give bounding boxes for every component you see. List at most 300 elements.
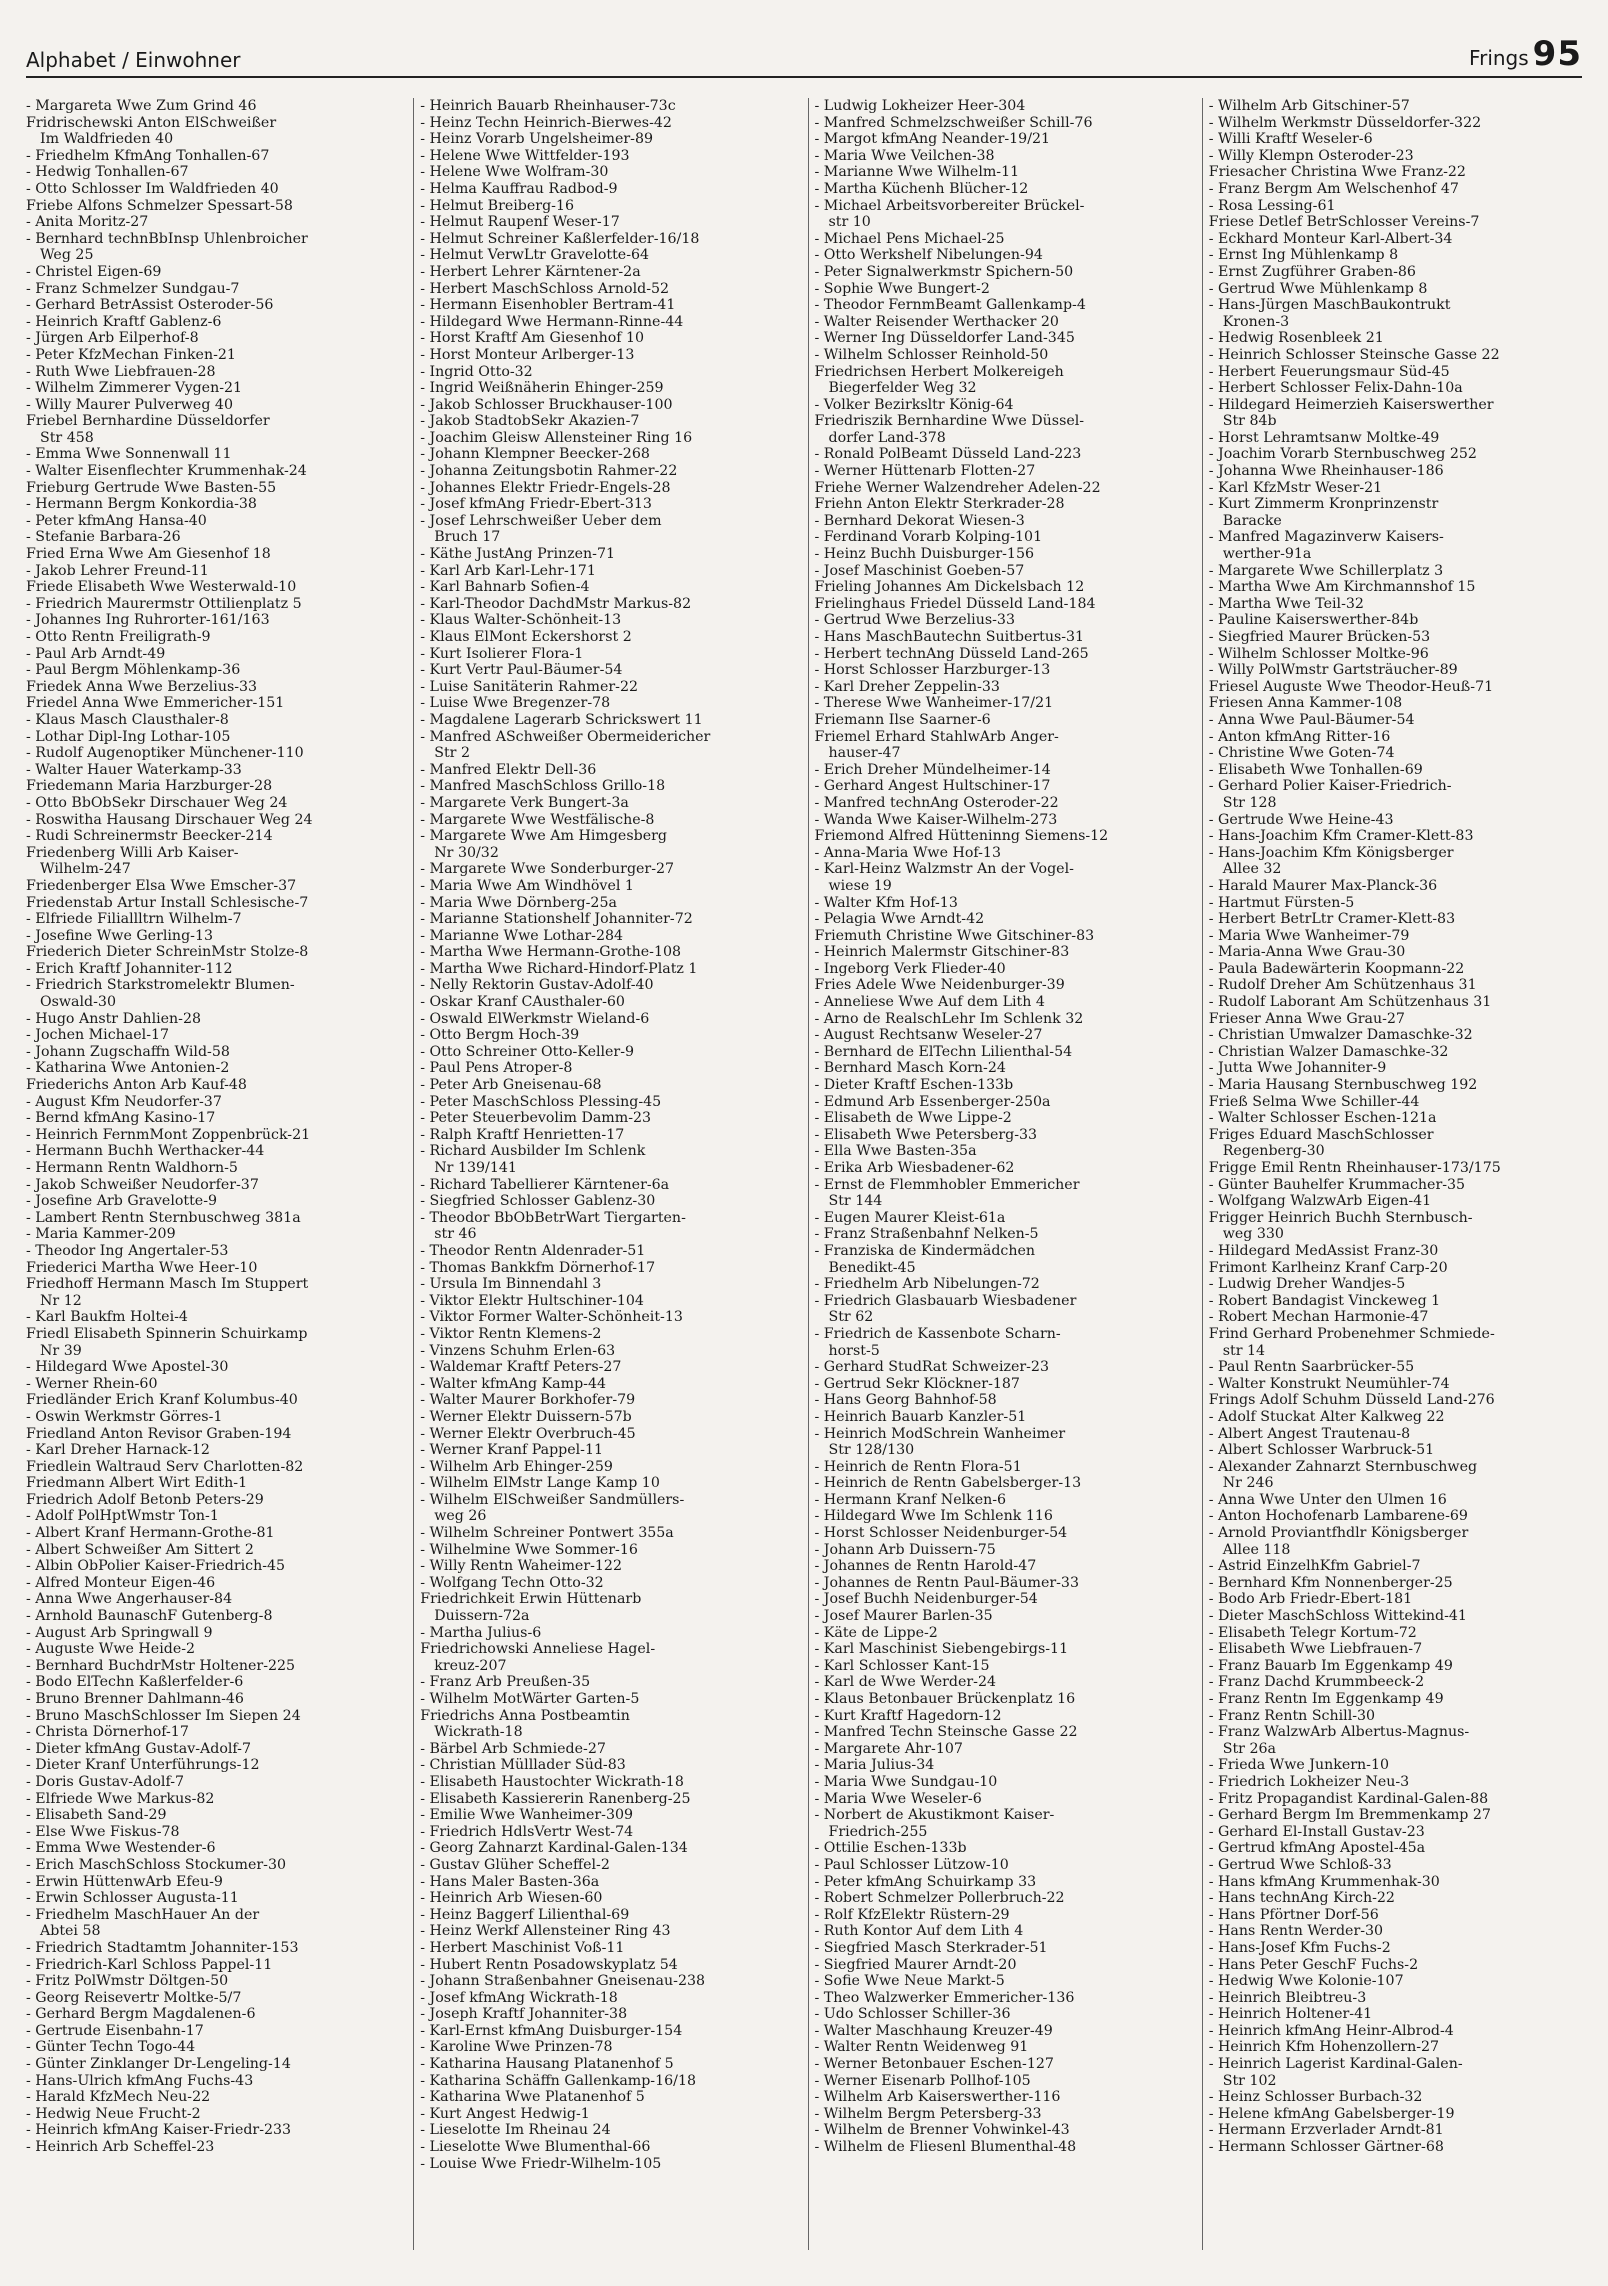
directory-entry: Friedenberger Elsa Wwe Emscher-37 <box>26 877 297 894</box>
directory-entry: - Walter Maschhaung Kreuzer-49 <box>814 2022 1053 2039</box>
directory-entry: - Maria Wwe Am Windhövel 1 <box>420 877 634 894</box>
directory-entry: - Albert Schweißer Am Sittert 2 <box>26 1541 254 1558</box>
directory-entry: - Marianne Wwe Wilhelm-11 <box>814 164 1020 181</box>
directory-entry: Frigge Emil Rentn Rheinhauser-173/175 <box>1208 1160 1501 1176</box>
directory-entry: - Willy PolWmstr Gartsträucher-89 <box>1208 662 1458 679</box>
directory-entry: - Bruno Brenner Dahlmann-46 <box>26 1691 244 1707</box>
directory-entry: - Erich Kraftf Johanniter-112 <box>26 960 233 977</box>
directory-entry: - Louise Wwe Friedr-Wilhelm-105 <box>420 2155 662 2172</box>
directory-entry: - Herbert Maschinist Voß-11 <box>420 1939 625 1956</box>
directory-entry: Friederich Dieter SchreinMstr Stolze-8 <box>26 944 309 961</box>
directory-entry: - Heinrich de Rentn Gabelsberger-13 <box>814 1475 1082 1492</box>
directory-entry: - Erich Dreher Mündelheimer-14 <box>814 761 1051 778</box>
directory-entry: - Franz Arb Preußen-35 <box>420 1674 591 1691</box>
directory-entry: - Else Wwe Fiskus-78 <box>26 1823 180 1840</box>
directory-entry: - Käte de Lippe-2 <box>814 1624 938 1641</box>
directory-entry: - Georg Zahnarzt Kardinal-Galen-134 <box>420 1840 688 1857</box>
directory-entry: - Friedrich Lokheizer Neu-3 <box>1208 1773 1410 1790</box>
directory-entry: - Werner Elektr Overbruch-45 <box>420 1425 636 1442</box>
directory-entry: - Werner Ing Düsseldorfer Land-345 <box>814 330 1075 347</box>
directory-entry: - Wilhelmine Wwe Sommer-16 <box>420 1541 638 1558</box>
directory-entry: - Kurt Kraftf Hagedorn-12 <box>814 1707 1002 1724</box>
directory-entry: Frieser Anna Wwe Grau-27 <box>1208 1010 1405 1027</box>
directory-entry: - Ralph Kraftf Henrietten-17 <box>420 1126 625 1143</box>
directory-entry: - Vinzens Schuhm Erlen-63 <box>420 1342 616 1359</box>
directory-entry: - Gertrud kfmAng Apostel-45a <box>1208 1840 1426 1857</box>
directory-entry: - Willi Kraftf Weseler-6 <box>1208 131 1373 148</box>
directory-entry: - Heinrich Malermstr Gitschiner-83 <box>814 944 1070 961</box>
directory-entry: - Wilhelm de Fliesenl Blumenthal-48 <box>814 2139 1077 2156</box>
directory-entry: - Hans Rentn Werder-30 <box>1208 1923 1384 1940</box>
directory-entry: - Joachim Vorarb Sternbuschweg 252 <box>1208 446 1477 463</box>
directory-entry: - Karl Arb Karl-Lehr-171 <box>420 562 596 579</box>
directory-entry: - Josef kfmAng Friedr-Ebert-313 <box>420 496 652 513</box>
directory-entry: - Anton Hochofenarb Lambarene-69 <box>1208 1508 1468 1525</box>
directory-entry: - Ernst de Flemmhobler Emmericher Str 144 <box>814 1176 1080 1210</box>
directory-entry: - Karl Baukfm Holtei-4 <box>26 1309 188 1326</box>
directory-entry: Friedrichsen Herbert Molkereigeh Biegerfelder Weg 32 <box>814 363 1064 397</box>
directory-entry: - Friedrich Stadtamtm Johanniter-153 <box>26 1939 299 1956</box>
directory-entry: - Christa Dörnerhof-17 <box>26 1724 189 1741</box>
directory-entry: - Kurt Vertr Paul-Bäumer-54 <box>420 662 623 679</box>
directory-entry: - Josef Maschinist Goeben-57 <box>814 562 1025 579</box>
directory-entry: - Wilhelm Schreiner Pontwert 355a <box>420 1525 674 1542</box>
directory-entry: - Hartmut Fürsten-5 <box>1208 894 1355 911</box>
directory-entry: - Klaus Betonbauer Brückenplatz 16 <box>814 1691 1076 1707</box>
directory-entry: - Johannes de Rentn Harold-47 <box>814 1558 1037 1575</box>
directory-entry: - Johanna Wwe Rheinhauser-186 <box>1208 463 1444 480</box>
directory-entry: - Elisabeth de Wwe Lippe-2 <box>814 1110 1012 1127</box>
directory-entry: - Maria Hausang Sternbuschweg 192 <box>1208 1077 1478 1094</box>
directory-entry: - Margot kfmAng Neander-19/21 <box>814 131 1051 148</box>
directory-entry: - Elfriede Wwe Markus-82 <box>26 1790 215 1807</box>
directory-entry: Friges Eduard MaschSchlosser Regenberg-30 <box>1208 1126 1434 1160</box>
directory-entry: Friese Detlef BetrSchlosser Vereins-7 <box>1208 214 1480 231</box>
directory-entry: - Margarete Wwe Schillerplatz 3 <box>1208 562 1444 579</box>
directory-entry: - Margareta Wwe Zum Grind 46 <box>26 98 257 114</box>
directory-entry: Friemann Ilse Saarner-6 <box>814 711 991 728</box>
directory-entry: - Emma Wwe Sonnenwall 11 <box>26 446 232 463</box>
directory-entry: - Gerhard Angest Hultschiner-17 <box>814 778 1051 795</box>
directory-entry: - Hildegard Heimerzieh Kaiserswerther Str 84b <box>1208 396 1494 430</box>
directory-entry: - Otto Schreiner Otto-Keller-9 <box>420 1043 635 1060</box>
directory-entry: - Karl Maschinist Siebengebirgs-11 <box>814 1641 1069 1658</box>
directory-entry: - Elisabeth Sand-29 <box>26 1807 167 1824</box>
directory-entry: - Elisabeth Wwe Petersberg-33 <box>814 1126 1038 1143</box>
directory-entry: - Wilhelm ElMstr Lange Kamp 10 <box>420 1475 660 1492</box>
directory-entry: - Bernhard Masch Korn-24 <box>814 1060 1006 1077</box>
directory-entry: Frieling Johannes Am Dickelsbach 12 <box>814 579 1085 596</box>
directory-entry: - Gertrude Eisenbahn-17 <box>26 2022 204 2039</box>
directory-entry: - Johanna Zeitungsbotin Rahmer-22 <box>420 463 678 480</box>
directory-entry: - Elisabeth Kassiererin Ranenberg-25 <box>420 1790 691 1807</box>
column-1 <box>26 98 399 2250</box>
directory-entry: - Ruth Kontor Auf dem Lith 4 <box>814 1923 1024 1940</box>
directory-entry: - Ingrid Otto-32 <box>420 363 533 380</box>
directory-entry: - Hermann Kranf Nelken-6 <box>814 1491 1007 1508</box>
directory-entry: - Friedrich HdlsVertr West-74 <box>420 1823 634 1840</box>
directory-entry: Frind Gerhard Probenehmer Schmiede- str 14 <box>1208 1325 1495 1359</box>
directory-entry: - Kurt Isolierer Flora-1 <box>420 645 584 662</box>
directory-entry: - Erich MaschSchloss Stockumer-30 <box>26 1856 286 1873</box>
directory-entry: - Franz Bergm Am Welschenhof 47 <box>1208 180 1459 197</box>
directory-entry: - Bärbel Arb Schmiede-27 <box>420 1740 606 1757</box>
directory-entry: - Horst Schlosser Harzburger-13 <box>814 662 1051 679</box>
directory-entry: - Günter Zinklanger Dr-Lengeling-14 <box>26 2056 291 2073</box>
directory-entry: Friedhoff Hermann Masch Im Stuppert Nr 12 <box>26 1276 309 1309</box>
directory-entry: - Heinz Baggerf Lilienthal-69 <box>420 1906 630 1923</box>
directory-entry: - Dieter Kranf Unterführungs-12 <box>26 1757 260 1774</box>
directory-entry: - Theodor Rentn Aldenrader-51 <box>420 1242 646 1259</box>
directory-entry: - Bernd kfmAng Kasino-17 <box>26 1110 216 1127</box>
directory-entry: - Friedrich Maurermstr Ottilienplatz 5 <box>26 595 302 612</box>
directory-entry: - Christine Wwe Goten-74 <box>1208 745 1395 762</box>
directory-entry: - Günter Bauhelfer Krummacher-35 <box>1208 1176 1466 1193</box>
directory-entry: - Ruth Wwe Liebfrauen-28 <box>26 363 216 380</box>
directory-entry: - Udo Schlosser Schiller-36 <box>814 2006 1011 2023</box>
directory-entry: - August Arb Springwall 9 <box>26 1624 213 1641</box>
directory-entry: - Hermann Buchh Werthacker-44 <box>26 1143 265 1160</box>
directory-entry: - Karl-Heinz Walzmstr An der Vogel- wiese 19 <box>814 861 1074 894</box>
directory-entry: - Hans Peter GeschF Fuchs-2 <box>1208 1956 1419 1973</box>
directory-entry: - Anna Wwe Paul-Bäumer-54 <box>1208 711 1415 728</box>
directory-entry: - Klaus Walter-Schönheit-13 <box>420 612 622 629</box>
directory-entry: - Nelly Rektorin Gustav-Adolf-40 <box>420 977 654 994</box>
directory-entry: Friedländer Erich Kranf Kolumbus-40 <box>26 1392 298 1409</box>
directory-entry: Friedlein Waltraud Serv Charlotten-82 <box>26 1458 304 1475</box>
directory-entry: - August Rechtsanw Weseler-27 <box>814 1027 1043 1044</box>
directory-entry: Friedrichs Anna Postbeamtin Wickrath-18 <box>420 1707 630 1741</box>
directory-entry: Friedriszik Bernhardine Wwe Düssel- dorfer Land-378 <box>814 413 1085 446</box>
directory-entry: - Heinrich Arb Wiesen-60 <box>420 1890 603 1907</box>
directory-entry: - Maria Wwe Wanheimer-79 <box>1208 927 1410 944</box>
directory-entry: - Paul Arb Arndt-49 <box>26 645 166 662</box>
directory-entry: - Albin ObPolier Kaiser-Friedrich-45 <box>26 1558 286 1575</box>
directory-entry: - Franziska de Kindermädchen Benedikt-45 <box>814 1242 1036 1276</box>
directory-entry: - Otto BbObSekr Dirschauer Weg 24 <box>26 794 288 811</box>
directory-entry: - Edmund Arb Essenberger-250a <box>814 1093 1051 1110</box>
directory-entry: - Ernst Ing Mühlenkamp 8 <box>1208 247 1399 264</box>
directory-entry: - Katharina Hausang Platanenhof 5 <box>420 2056 674 2073</box>
directory-entry: Friesen Anna Kammer-108 <box>1208 695 1403 712</box>
directory-entry: - Gerhard Polier Kaiser-Friedrich- Str 128 <box>1208 778 1452 811</box>
directory-entry: - Otto Schlosser Im Waldfrieden 40 <box>26 180 279 197</box>
directory-entry: - Heinz Schlosser Burbach-32 <box>1208 2089 1423 2106</box>
directory-entry: - Paul Rentn Saarbrücker-55 <box>1208 1359 1415 1376</box>
directory-entry: Friedmann Albert Wirt Edith-1 <box>26 1475 248 1492</box>
directory-entry: - Helene Wwe Wittfelder-193 <box>420 147 630 164</box>
directory-entry: - Marianne Wwe Lothar-284 <box>420 927 624 944</box>
directory-entry: - Viktor Elektr Hultschiner-104 <box>420 1292 644 1309</box>
directory-entry: Friedrichowski Anneliese Hagel- kreuz-207 <box>420 1641 656 1674</box>
directory-entry: - Bernhard BuchdrMstr Holtener-225 <box>26 1657 296 1674</box>
directory-entry: - Martha Julius-6 <box>420 1624 542 1641</box>
directory-entry: - Werner Eisenarb Pollhof-105 <box>814 2072 1031 2089</box>
directory-entry: - Heinrich FernmMont Zoppenbrück-21 <box>26 1126 311 1143</box>
directory-entry: - Anton kfmAng Ritter-16 <box>1208 728 1391 745</box>
directory-entry: - Rudi Schreinermstr Beecker-214 <box>26 828 273 845</box>
directory-entry: - Hans Georg Bahnhof-58 <box>814 1392 997 1409</box>
directory-entry: - Margarete Verk Bungert-3a <box>420 794 629 811</box>
directory-entry: - Herbert Schlosser Felix-Dahn-10a <box>1208 380 1463 397</box>
directory-entry: Frieß Selma Wwe Schiller-44 <box>1208 1093 1420 1110</box>
directory-entry: - August Kfm Neudorfer-37 <box>26 1093 222 1110</box>
directory-entry: - Heinrich kfmAng Kaiser-Friedr-233 <box>26 2122 292 2139</box>
directory-entry: - Bruno MaschSchlosser Im Siepen 24 <box>26 1707 301 1724</box>
directory-entry: Friesel Auguste Wwe Theodor-Heuß-71 <box>1208 678 1494 695</box>
directory-entry: Frigger Heinrich Buchh Sternbusch- weg 330 <box>1208 1209 1473 1243</box>
directory-entry: - Willy Rentn Waheimer-122 <box>420 1558 622 1575</box>
directory-entry: - Gertrude Wwe Heine-43 <box>1208 811 1394 828</box>
directory-entry: - Roswitha Hausang Dirschauer Weg 24 <box>26 811 313 828</box>
directory-entry: Friemond Alfred Hütteninng Siemens-12 <box>814 828 1109 845</box>
directory-entry: - Franz Dachd Krummbeeck-2 <box>1208 1674 1425 1691</box>
directory-entry: - Johannes de Rentn Paul-Bäumer-33 <box>814 1574 1079 1591</box>
directory-entry: - Maria Wwe Veilchen-38 <box>814 147 995 164</box>
directory-entry: - Heinrich Schlosser Steinsche Gasse 22 <box>1208 346 1500 363</box>
directory-entry: Friederichs Anton Arb Kauf-48 <box>26 1077 247 1094</box>
directory-columns <box>26 98 1582 2250</box>
directory-entry: - Siegfried Masch Sterkrader-51 <box>814 1939 1048 1956</box>
directory-entry: - Emma Wwe Westender-6 <box>26 1840 216 1857</box>
directory-entry: - Paul Schlosser Lützow-10 <box>814 1856 1009 1873</box>
directory-entry: - Hans-Ulrich kfmAng Fuchs-43 <box>26 2072 254 2089</box>
directory-entry: - Wolfgang WalzwArb Eigen-41 <box>1208 1193 1432 1210</box>
running-head <box>1469 34 1582 74</box>
directory-entry: - Heinrich Lagerist Kardinal-Galen- Str 102 <box>1208 2056 1463 2089</box>
directory-entry: - Christian Umwalzer Damaschke-32 <box>1208 1027 1473 1044</box>
directory-entry: - Bodo ElTechn Kaßlerfelder-6 <box>26 1674 244 1691</box>
directory-entry: - Christian Mülllader Süd-83 <box>420 1757 626 1774</box>
directory-entry: - Otto Rentn Freiligrath-9 <box>26 629 211 645</box>
directory-entry: - Werner Kranf Pappel-11 <box>420 1442 604 1459</box>
directory-entry: - Werner Elektr Duissern-57b <box>420 1408 632 1425</box>
directory-entry: - Anna Wwe Unter den Ulmen 16 <box>1208 1491 1447 1508</box>
directory-entry: - Heinrich Bauarb Rheinhauser-73c <box>420 98 676 114</box>
directory-entry: - Richard Ausbilder Im Schlenk Nr 139/141 <box>420 1143 646 1176</box>
directory-entry: - Helene kfmAng Gabelsberger-19 <box>1208 2105 1455 2122</box>
directory-entry: - Wilhelm Arb Kaiserswerther-116 <box>814 2089 1061 2106</box>
directory-entry: - Ernst Zugführer Graben-86 <box>1208 263 1416 280</box>
directory-entry: - Walter Konstrukt Neumühler-74 <box>1208 1375 1450 1392</box>
directory-entry: - Friedrich de Kassenbote Scharn- horst-5 <box>814 1325 1061 1359</box>
directory-entry: - Bernhard de ElTechn Lilienthal-54 <box>814 1043 1073 1060</box>
directory-entry: - Hildegard Wwe Hermann-Rinne-44 <box>420 313 684 330</box>
directory-entry: - Hans technAng Kirch-22 <box>1208 1890 1395 1907</box>
directory-entry: - Ella Wwe Basten-35a <box>814 1143 977 1160</box>
directory-entry: - Friedhelm Arb Nibelungen-72 <box>814 1276 1040 1293</box>
directory-entry: - Hedwig Tonhallen-67 <box>26 164 189 181</box>
directory-entry: - Margarete Wwe Sonderburger-27 <box>420 861 675 878</box>
directory-entry: - Wilhelm ElSchweißer Sandmüllers- weg 26 <box>420 1491 685 1525</box>
directory-entry: - Gustav Glüher Scheffel-2 <box>420 1856 610 1873</box>
directory-entry: - Anita Moritz-27 <box>26 214 149 231</box>
directory-entry: - Ludwig Dreher Wandjes-5 <box>1208 1276 1406 1293</box>
directory-entry: - Helmut Raupenf Weser-17 <box>420 214 620 231</box>
directory-entry: - Elisabeth Wwe Tonhallen-69 <box>1208 761 1423 778</box>
directory-entry: - Christian Walzer Damaschke-32 <box>1208 1043 1449 1060</box>
directory-entry: - Otto Bergm Hoch-39 <box>420 1027 580 1044</box>
directory-entry: - Erwin Schlosser Augusta-11 <box>26 1890 239 1907</box>
directory-entry: - Wilhelm Arb Ehinger-259 <box>420 1458 613 1475</box>
directory-entry: - Arnold Proviantfhdlr Königsberger Allee 118 <box>1208 1525 1469 1558</box>
directory-entry: - Heinrich Bauarb Kanzler-51 <box>814 1408 1027 1425</box>
directory-entry: - Johannes Elektr Friedr-Engels-28 <box>420 479 671 496</box>
directory-entry: - Paul Pens Atroper-8 <box>420 1060 573 1077</box>
directory-entry: - Bodo Arb Friedr-Ebert-181 <box>1208 1591 1413 1608</box>
directory-entry: - Stefanie Barbara-26 <box>26 529 181 546</box>
directory-entry: - Harald Maurer Max-Planck-36 <box>1208 877 1438 894</box>
directory-entry: - Gerhard El-Install Gustav-23 <box>1208 1823 1425 1840</box>
directory-entry: Friedland Anton Revisor Graben-194 <box>26 1425 292 1442</box>
directory-entry: - Josef Buchh Neidenburger-54 <box>814 1591 1038 1608</box>
directory-entry: - Doris Gustav-Adolf-7 <box>26 1773 185 1790</box>
directory-entry: - Manfred MaschSchloss Grillo-18 <box>420 778 666 795</box>
directory-entry: - Siegfried Schlosser Gablenz-30 <box>420 1193 656 1210</box>
directory-entry: Frings Adolf Schuhm Düsseld Land-276 <box>1208 1392 1495 1409</box>
directory-entry: - Hermann Bergm Konkordia-38 <box>26 496 257 513</box>
column-2 <box>413 98 793 2250</box>
directory-entry: - Hedwig Wwe Kolonie-107 <box>1208 1973 1404 1990</box>
directory-entry: Friedel Anna Wwe Emmericher-151 <box>26 695 285 712</box>
directory-entry: - Hans MaschBautechn Suitbertus-31 <box>814 629 1085 645</box>
directory-entry: - Alexander Zahnarzt Sternbuschweg Nr 246 <box>1208 1458 1478 1492</box>
directory-entry: - Peter MaschSchloss Plessing-45 <box>420 1093 662 1110</box>
directory-entry: - Klaus Masch Clausthaler-8 <box>26 711 229 728</box>
directory-entry: - Karl-Theodor DachdMstr Markus-82 <box>420 595 692 612</box>
directory-entry: - Wilhelm MotWärter Garten-5 <box>420 1691 640 1707</box>
directory-entry: Friehe Werner Walzendreher Adelen-22 <box>814 479 1101 496</box>
directory-entry: - Dieter Kraftf Eschen-133b <box>814 1077 1014 1094</box>
directory-entry: - Hugo Anstr Dahlien-28 <box>26 1010 202 1027</box>
directory-entry: - Kurt Zimmerm Kronprinzenstr Baracke <box>1208 496 1439 529</box>
directory-entry: Frimont Karlheinz Kranf Carp-20 <box>1208 1259 1448 1276</box>
directory-entry: - Lothar Dipl-Ing Lothar-105 <box>26 728 231 745</box>
directory-entry: - Hans Maler Basten-36a <box>420 1873 600 1890</box>
directory-entry: - Hans kfmAng Krummenhak-30 <box>1208 1873 1440 1890</box>
directory-entry: - Wilhelm Werkmstr Düsseldorfer-322 <box>1208 114 1482 131</box>
directory-entry: - Wilhelm de Brenner Vohwinkel-43 <box>814 2122 1070 2139</box>
directory-entry: - Hedwig Rosenbleek 21 <box>1208 330 1384 347</box>
directory-entry: - Hermann Rentn Waldhorn-5 <box>26 1160 238 1176</box>
directory-entry: - Johann Zugschaffn Wild-58 <box>26 1043 230 1060</box>
directory-entry: - Hans-Joachim Kfm Cramer-Klett-83 <box>1208 828 1474 845</box>
directory-entry: - Pauline Kaiserswerther-84b <box>1208 612 1419 629</box>
directory-entry: - Heinrich Kraftf Gablenz-6 <box>26 313 222 330</box>
directory-entry: - Walter Hauer Waterkamp-33 <box>26 761 242 778</box>
directory-entry: - Theodor Ing Angertaler-53 <box>26 1242 229 1259</box>
directory-entry: - Jakob Schlosser Bruckhauser-100 <box>420 396 673 413</box>
directory-entry: - Karl Dreher Zeppelin-33 <box>814 678 1000 695</box>
directory-entry: - Franz Rentn Im Eggenkamp 49 <box>1208 1691 1444 1707</box>
directory-entry: - Werner Hüttenarb Flotten-27 <box>814 463 1036 480</box>
directory-entry: - Michael Pens Michael-25 <box>814 230 1005 247</box>
directory-entry: - Siegfried Maurer Brücken-53 <box>1208 629 1431 645</box>
directory-entry: Friemel Erhard StahlwArb Anger- hauser-47 <box>814 728 1059 762</box>
directory-entry: - Elisabeth Haustochter Wickrath-18 <box>420 1773 684 1790</box>
directory-entry: - Martha Wwe Hermann-Grothe-108 <box>420 944 682 961</box>
directory-entry: - Katharina Schäffn Gallenkamp-16/18 <box>420 2072 696 2089</box>
directory-entry: Fridrischewski Anton ElSchweißer Im Waldfrieden 40 <box>26 114 277 148</box>
directory-entry: - Joseph Kraftf Johanniter-38 <box>420 2006 628 2023</box>
directory-entry: - Hildegard Wwe Apostel-30 <box>26 1359 229 1376</box>
directory-entry: - Elisabeth Telegr Kortum-72 <box>1208 1624 1417 1641</box>
directory-entry: - Karl Bahnarb Sofien-4 <box>420 579 590 596</box>
directory-entry: - Walter kfmAng Kamp-44 <box>420 1375 607 1392</box>
directory-entry: - Manfred Techn Steinsche Gasse 22 <box>814 1724 1078 1741</box>
directory-entry: - Eckhard Monteur Karl-Albert-34 <box>1208 230 1453 247</box>
directory-entry: - Josefine Wwe Gerling-13 <box>26 927 214 944</box>
directory-entry: - Franz Straßenbahnf Nelken-5 <box>814 1226 1039 1243</box>
directory-entry: - Bernhard Kfm Nonnenberger-25 <box>1208 1574 1453 1591</box>
directory-entry: - Siegfried Maurer Arndt-20 <box>814 1956 1017 1973</box>
directory-entry: - Manfred technAng Osteroder-22 <box>814 794 1059 811</box>
directory-entry: - Theo Walzwerker Emmericher-136 <box>814 1989 1075 2006</box>
directory-entry: - Heinrich Kfm Hohenzollern-27 <box>1208 2039 1440 2056</box>
directory-entry: - Margarete Wwe Am Himgesberg Nr 30/32 <box>420 828 667 861</box>
directory-entry: - Helene Wwe Wolfram-30 <box>420 164 609 181</box>
directory-entry: - Peter kfmAng Schuirkamp 33 <box>814 1873 1037 1890</box>
directory-entry: Fried Erna Wwe Am Giesenhof 18 <box>26 546 271 563</box>
directory-entry: - Hildegard Wwe Im Schlenk 116 <box>814 1508 1053 1525</box>
directory-entry: - Manfred Magazinverw Kaisers- werther-91a <box>1208 529 1444 563</box>
directory-entry: - Hermann Erzverlader Arndt-81 <box>1208 2122 1444 2139</box>
directory-entry: - Maria Wwe Sundgau-10 <box>814 1773 998 1790</box>
directory-entry: - Marianne Stationshelf Johanniter-72 <box>420 911 693 928</box>
directory-entry: - Friedrich Starkstromelektr Blumen- Oswald-30 <box>26 977 295 1011</box>
directory-entry: - Karl-Ernst kfmAng Duisburger-154 <box>420 2022 683 2039</box>
directory-entry: - Herbert Lehrer Kärntener-2a <box>420 263 641 280</box>
directory-entry: - Karoline Wwe Prinzen-78 <box>420 2039 613 2056</box>
directory-entry: - Wolfgang Techn Otto-32 <box>420 1574 604 1591</box>
directory-entry: - Jakob StadtobSekr Akazien-7 <box>420 413 640 430</box>
directory-entry: - Maria-Anna Wwe Grau-30 <box>1208 944 1406 961</box>
directory-entry: - Horst Kraftf Am Giesenhof 10 <box>420 330 645 347</box>
directory-entry: - Albert Kranf Hermann-Grothe-81 <box>26 1525 275 1542</box>
directory-entry: - Hermann Eisenhobler Bertram-41 <box>420 297 676 314</box>
directory-entry: - Wilhelm Zimmerer Vygen-21 <box>26 380 243 397</box>
directory-entry: - Werner Betonbauer Eschen-127 <box>814 2056 1054 2073</box>
directory-entry: - Gertrud Wwe Berzelius-33 <box>814 612 1015 629</box>
directory-entry: - Fritz PolWmstr Döltgen-50 <box>26 1973 229 1990</box>
directory-entry: - Johannes Ing Ruhrorter-161/163 <box>26 612 270 629</box>
directory-entry: - Heinrich de Rentn Flora-51 <box>814 1458 1022 1475</box>
directory-entry: - Hans Pförtner Dorf-56 <box>1208 1906 1379 1923</box>
directory-entry: - Walter Maurer Borkhofer-79 <box>420 1392 636 1409</box>
page-header <box>26 34 1582 78</box>
column-3 <box>808 98 1188 2250</box>
directory-entry: Fries Adele Wwe Neidenburger-39 <box>814 977 1065 994</box>
directory-entry: - Gerhard StudRat Schweizer-23 <box>814 1359 1049 1376</box>
directory-entry: - Walter Schlosser Eschen-121a <box>1208 1110 1437 1127</box>
directory-entry: - Arno de RealschLehr Im Schlenk 32 <box>814 1010 1084 1027</box>
directory-entry: Friedl Elisabeth Spinnerin Schuirkamp Nr 39 <box>26 1325 308 1359</box>
directory-entry: - Lieselotte Wwe Blumenthal-66 <box>420 2139 651 2156</box>
directory-entry: - Wilhelm Arb Gitschiner-57 <box>1208 98 1410 114</box>
directory-entry: - Friedrich Glasbauarb Wiesbadener Str 62 <box>814 1292 1077 1326</box>
directory-entry: - Franz Bauarb Im Eggenkamp 49 <box>1208 1657 1453 1674</box>
directory-entry: - Margarete Ahr-107 <box>814 1740 963 1757</box>
directory-entry: - Lambert Rentn Sternbuschweg 381a <box>26 1209 301 1226</box>
directory-entry: - Maria Wwe Dörnberg-25a <box>420 894 617 911</box>
directory-entry: - Viktor Rentn Klemens-2 <box>420 1325 602 1342</box>
directory-entry: - Lieselotte Im Rheinau 24 <box>420 2122 611 2139</box>
directory-entry: - Wilhelm Schlosser Moltke-96 <box>1208 645 1429 662</box>
directory-entry: - Wanda Wwe Kaiser-Wilhelm-273 <box>814 811 1058 828</box>
directory-entry: - Volker Bezirksltr König-64 <box>814 396 1014 413</box>
directory-entry: - Luise Wwe Bregenzer-78 <box>420 695 611 712</box>
directory-entry: - Astrid EinzelhKfm Gabriel-7 <box>1208 1558 1421 1575</box>
